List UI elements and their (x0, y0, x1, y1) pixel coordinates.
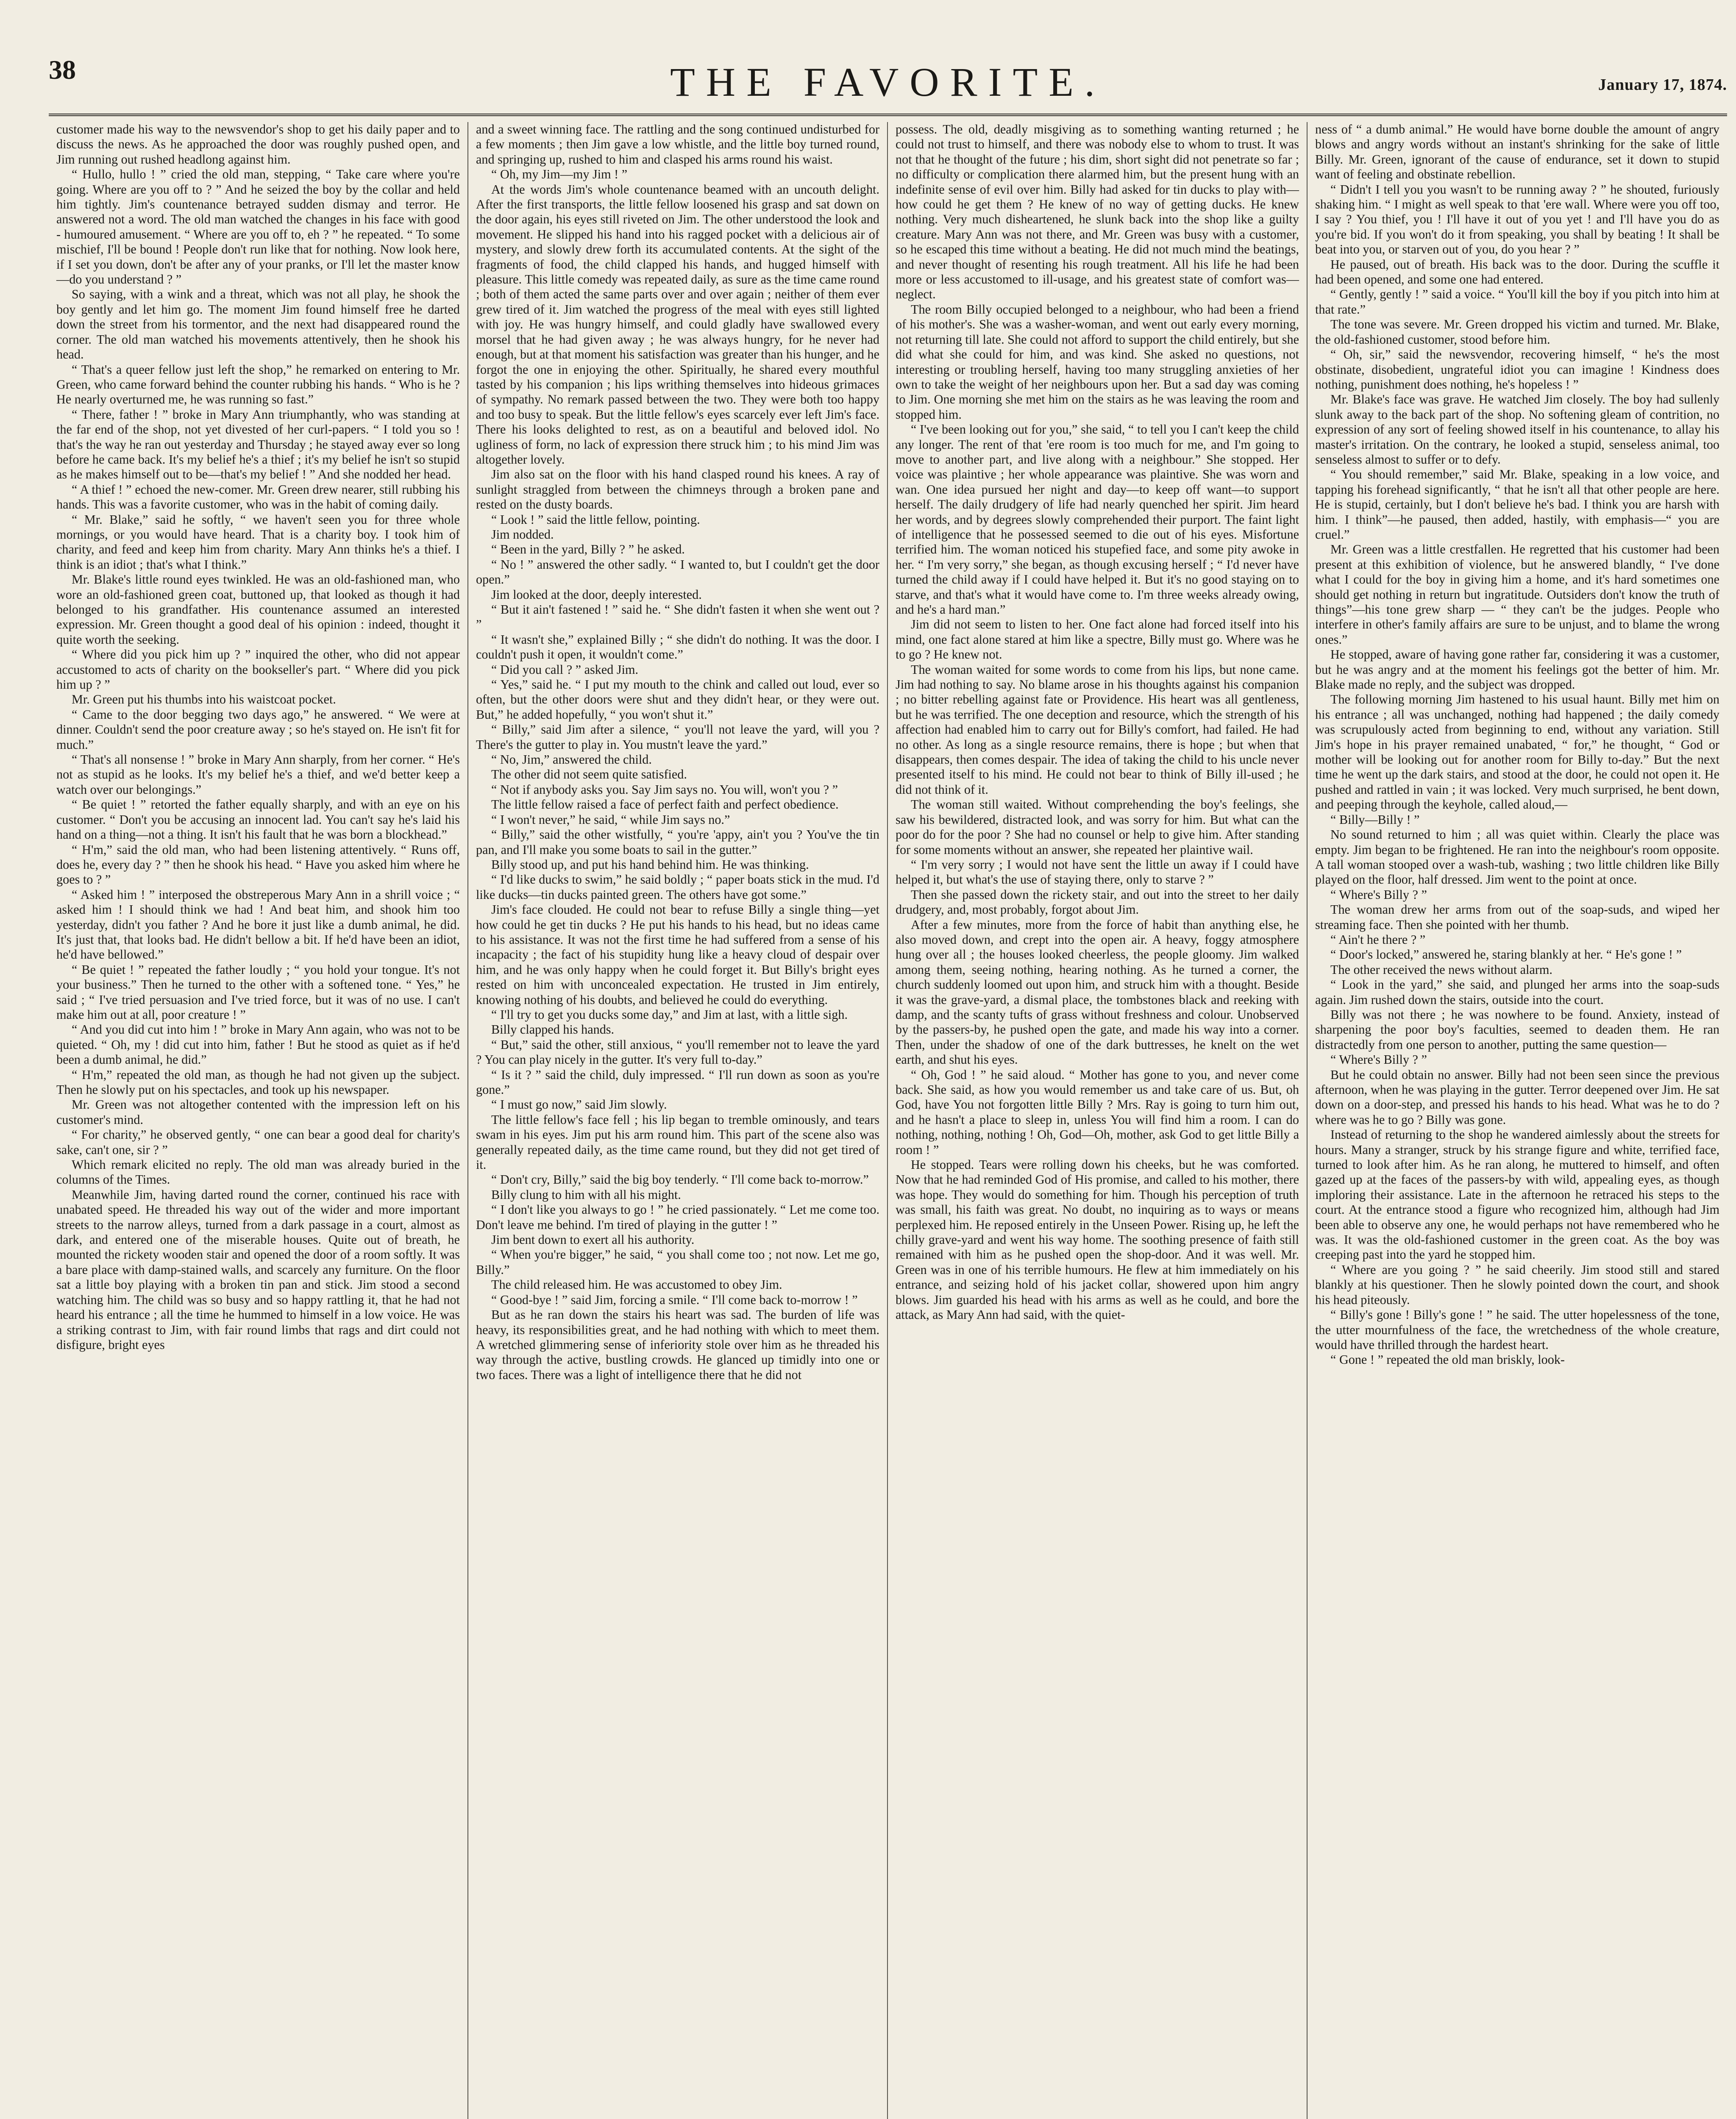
page-number: 38 (49, 55, 76, 85)
article-paragraph: “ Oh, my Jim—my Jim ! ” (491, 167, 628, 182)
article-paragraph: “ When you're bigger,” he said, “ you shall come too ; not now. Let me go, Billy.” (476, 1247, 879, 1277)
article-paragraph: “ Where's Billy ? ” (1330, 1052, 1427, 1067)
article-paragraph: “ Came to the door begging two days ago,” he answered. “ We were at dinner. Couldn't send the poor creature away ; so he's stayed on. He isn't fit for much.” (56, 707, 460, 752)
article-paragraph: “ A thief ! ” echoed the new-comer. Mr. Green drew nearer, still rubbing his hands. This was a favorite customer, who was in the habit of coming daily. (56, 482, 460, 512)
article-paragraph: “ Billy's gone ! Billy's gone ! ” he said. The utter hopelessness of the tone, the utter mournfulness of the face, the wretchedness of the whole creature, would have thrilled through the hardest heart. (1315, 1307, 1719, 1352)
article-paragraph: “ Door's locked,” answered he, staring blankly at her. “ He's gone ! ” (1330, 947, 1682, 962)
article-paragraph: “ Asked him ! ” interposed the obstreperous Mary Ann in a shrill voice ; “ asked him ! I should think we had ! And beat him, and shook him too yesterday, didn't you father ? And he bore it just like a dumb animal, he did. It's just that, that looks bad. He didn't bellow a bit. If he'd have been an idiot, he'd have bellowed.” (56, 887, 460, 962)
article-paragraph: The woman still waited. Without comprehending the boy's feelings, she saw his bewildered, distracted look, and was sorry for him. But what can the poor do for the poor ? She had no counsel or help to give him. After standing for some moments without an answer, she repeated her plaintive wail. (896, 797, 1299, 857)
article-paragraph: Jim bent down to exert all his authority. (491, 1232, 695, 1247)
article-paragraph: At the words Jim's whole countenance beamed with an uncouth delight. After the first transports, the little fellow loosened his grasp and sat down on the door again, his eyes still riveted on Jim. The other understood the look and movement. He slipped his hand into his ragged pocket with a delicious air of mystery, and slowly drew forth its accumulated contents. At the sight of the fragments of food, the child clapped his hands, and hugged himself with pleasure. This little comedy was repeated daily, as sure as the time came round ; both of them acted the same parts over and over again ; neither of them ever grew tired of it. Jim watched the progress of the meal with eyes still lighted with joy. He was hungry himself, and could gladly have swallowed every morsel that he had given away ; he was always hungry, for he never had enough, but at that moment his satisfaction was greater than his hunger, and he forgot the one in enjoying the other. Spiritually, he shared every mouthful tasted by his companion ; his lips writhing themselves into hideous grimaces of sympathy. No remark passed between the two. They were both too happy and too busy to speak. But the little fellow's eyes scarcely ever left Jim's face. There his looks delighted to rest, as on a beautiful and beloved idol. No ugliness of form, no lack of expression there struck him ; to his mind Jim was altogether lovely. (476, 182, 879, 467)
article-paragraph: “ Yes,” said he. “ I put my mouth to the chink and called out loud, ever so often, but the other doors were shut and they didn't hear, or they were out. But,” he added hopefully, “ you won't shut it.” (476, 677, 879, 722)
article-paragraph: “ That's all nonsense ! ” broke in Mary Ann sharply, from her corner. “ He's not as stupid as he looks. It's my belief he's a thief, and we'd better keep a watch over our belongings.” (56, 752, 460, 797)
article-paragraph: He stopped, aware of having gone rather far, considering it was a customer, but he was angry and at the moment his feelings got the better of him. Mr. Blake made no reply, and the subject was dropped. (1315, 647, 1719, 692)
article-paragraph: Billy stood up, and put his hand behind him. He was thinking. (491, 857, 809, 872)
article-paragraph: “ I'd like ducks to swim,” he said boldly ; “ paper boats stick in the mud. I'd like ducks—tin ducks painted green. The others have got some.” (476, 872, 879, 902)
article-paragraph: Mr. Blake's little round eyes twinkled. He was an old-fashioned man, who wore an old-fashioned green coat, buttoned up, that looked as though it had belonged to his grandfather. His countenance assumed an interested expression. Mr. Green thought a good deal of his opinion : indeed, thought it quite worth the seeking. (56, 572, 460, 647)
article-paragraph: and a sweet winning face. The rattling and the song continued undisturbed for a few moments ; then Jim gave a low whistle, and the little boy turned round, and springing up, rushed to him and clasped his arms round his waist. (476, 122, 879, 167)
article-paragraph: “ Don't cry, Billy,” said the big boy tenderly. “ I'll come back to-morrow.” (491, 1172, 869, 1187)
article-paragraph: “ I must go now,” said Jim slowly. (491, 1097, 667, 1112)
article-paragraph: Mr. Green put his thumbs into his waistcoat pocket. (72, 692, 336, 707)
article-paragraph: “ H'm,” repeated the old man, as though he had not given up the subject. Then he slowly put on his spectacles, and took up his newspaper. (56, 1067, 460, 1097)
newspaper-page (49, 50, 1727, 2119)
article-paragraph: Mr. Blake's face was grave. He watched Jim closely. The boy had sullenly slunk away to the back part of the shop. No softening gleam of contrition, no expression of any sort of feeling showed itself in his countenance, to allay his master's irritation. On the contrary, he looked a stupid, senseless animal, too senseless almost to suffer or to defy. (1315, 392, 1719, 467)
article-paragraph: So saying, with a wink and a threat, which was not all play, he shook the boy gently and let him go. The moment Jim found himself free he darted down the street from his tormentor, and the next had disappeared round the corner. The old man watched his movements attentively, then he shook his head. (56, 287, 460, 362)
article-paragraph: Jim did not seem to listen to her. One fact alone had forced itself into his mind, one fact alone stared at him like a spectre, Billy must go. Where was he to go ? He knew not. (896, 617, 1299, 662)
article-paragraph: The woman waited for some words to come from his lips, but none came. Jim had nothing to say. No blame arose in his thoughts against his companion ; no bitter rebelling against fate or Providence. His heart was all gentleness, but he was terrified. The one deception and resource, which the strength of his affection had enabled him to carry out for Billy's comfort, had failed. He had no other. As long as a single resource remains, there is hope ; but when that disappears, then comes despair. The idea of taking the child to his uncle never presented itself to his mind. He could not bear to think of Billy ill-used ; he did not think of it. (896, 662, 1299, 797)
article-paragraph: “ Did you call ? ” asked Jim. (491, 662, 639, 677)
article-paragraph: “ I won't never,” he said, “ while Jim says no.” (491, 812, 730, 827)
article-paragraph: The room Billy occupied belonged to a neighbour, who had been a friend of his mother's. She was a washer-woman, and went out early every morning, not returning till late. She could not afford to support the child entirely, but she did what she could for him, and was kind. She asked no questions, not interesting or troubling herself, having too many struggling anxieties of her own to take the weight of her neighbours upon her. But a sad day was coming to Jim. One morning she met him on the stairs as he was leaving the room and stopped him. (896, 302, 1299, 422)
article-paragraph: possess. The old, deadly misgiving as to something wanting returned ; he could not trust to himself, and there was nobody else to whom to trust. It was not that he thought of the future ; his dim, short sight did not penetrate so far ; no difficulty or complication there alarmed him, but the present hung with an indefinite sense of evil over him. Billy had asked for tin ducks to play with—how could he get them ? He knew of no way of getting ducks. He knew nothing. Very much disheartened, he slunk back into the shop like a guilty creature. Mary Ann was not there, and Mr. Green was busy with a customer, so he escaped this time without a beating. He did not much mind the beatings, and never thought of resenting his rough treatment. All his life he had been more or less accustomed to ill-usage, and his greatest state of comfort was—neglect. (896, 122, 1299, 302)
article-paragraph: “ Oh, sir,” said the newsvendor, recovering himself, “ he's the most obstinate, disobedient, ungrateful idiot you can imagine ! Kindness does nothing, punishment does nothing, he's hopeless ! ” (1315, 347, 1719, 392)
article-paragraph: “ There, father ! ” broke in Mary Ann triumphantly, who was standing at the far end of the shop, not yet divested of her curl-papers. “ I told you so ! that's the way he ran out yesterday and Thursday ; he stayed away ever so long before he came back. It's my belief he's a thief ; it's my belief he isn't so stupid as he makes himself out to be—that's my belief ! ” And she nodded her head. (56, 407, 460, 482)
article-paragraph: Jim also sat on the floor with his hand clasped round his knees. A ray of sunlight straggled from between the chimneys through a broken pane and rested on the dusty boards. (476, 467, 879, 512)
article-paragraph: Jim nodded. (491, 527, 554, 542)
article-paragraph: “ Where did you pick him up ? ” inquired the other, who did not appear accustomed to acts of charity on the bookseller's part. “ Where did you pick him up ? ” (56, 647, 460, 692)
article-paragraph: Billy was not there ; he was nowhere to be found. Anxiety, instead of sharpening the poor boy's faculties, seemed to deaden them. He ran distractedly from one person to another, putting the same question— (1315, 1007, 1719, 1052)
article-paragraph: But as he ran down the stairs his heart was sad. The burden of life was heavy, its responsibilities great, and he had nothing with which to meet them. A wretched glimmering sense of inferiority stole over him as he threaded his way through the active, bustling crowds. He glanced up timidly into one or two faces. There was a light of intelligence there that he did not (476, 1307, 879, 1382)
article-paragraph: “ That's a queer fellow just left the shop,” he remarked on entering to Mr. Green, who came forward behind the counter rubbing his hands. “ Who is he ? He nearly overturned me, he was running so fast.” (56, 362, 460, 407)
article-paragraph: “ Didn't I tell you you wasn't to be running away ? ” he shouted, furiously shaking him. “ I might as well speak to that 'ere wall. Where were you off too, I say ? You thief, you ! I'll have it out of you yet ! and I'll have you do as you're bid. If you won't do it from speaking, you shall by beating ! It shall be beat into you, or starven out of you, do you hear ? ” (1315, 182, 1719, 257)
article-paragraph: Billy clung to him with all his might. (491, 1187, 681, 1202)
article-paragraph: Mr. Green was not altogether contented with the impression left on his customer's mind. (56, 1097, 460, 1127)
article-paragraph: The other did not seem quite satisfied. (491, 767, 687, 782)
article-paragraph: “ Billy,” said Jim after a silence, “ you'll not leave the yard, will you ? There's the gutter to play in. You mustn't leave the yard.” (476, 722, 879, 752)
article-paragraph: Jim looked at the door, deeply interested. (491, 587, 702, 602)
article-paragraph: “ I don't like you always to go ! ” he cried passionately. “ Let me come too. Don't leave me behind. I'm tired of playing in the gutter ! ” (476, 1202, 879, 1232)
article-paragraph: Then she passed down the rickety stair, and out into the street to her daily drudgery, and, most probably, forgot about Jim. (896, 887, 1299, 917)
article-paragraph: “ Good-bye ! ” said Jim, forcing a smile. “ I'll come back to-morrow ! ” (491, 1292, 858, 1307)
column-1 (49, 122, 468, 2119)
issue-date: January 17, 1874. (1598, 76, 1727, 94)
article-paragraph: “ Be quiet ! ” repeated the father loudly ; “ you hold your tongue. It's not your business.” Then he turned to the other with a softened tone. “ Yes,” he said ; “ I've tried persuasion and I've tried force, but it was of no use. I can't make him out at all, poor creature ! ” (56, 962, 460, 1022)
column-4 (1308, 122, 1727, 2119)
article-paragraph: “ Look ! ” said the little fellow, pointing. (491, 512, 700, 527)
article-paragraph: Mr. Green was a little crestfallen. He regretted that his customer had been present at this exhibition of violence, but he answered blandly, “ I've done what I could for the boy in giving him a home, and it's hard sometimes one should get nothing in return but ingratitude. Outsiders don't know the truth of things”—his tone grew sharp — “ they can't be the judges. People who interfere in other's family affairs are sure to be unjust, and to blame the wrong ones.” (1315, 542, 1719, 647)
article-paragraph: “ Where's Billy ? ” (1330, 887, 1427, 902)
article-paragraph: He stopped. Tears were rolling down his cheeks, but he was comforted. Now that he had reminded God of His promise, and called to his mother, there was hope. They would do something for him. Though his perception of truth was small, his faith was great. No doubt, no inquiring as to ways or means perplexed him. He reposed entirely in the Unseen Power. Rising up, he left the chilly grave-yard and went his way home. The soothing presence of faith still remained with him as he pushed open the shop-door. And it was well. Mr. Green was in one of his terrible humours. He flew at him immediately on his entrance, and seizing hold of his jacket collar, showered upon him angry blows. Jim guarded his head with his arms as well as he could, and bore the attack, as Mary Ann had said, with the quiet- (896, 1157, 1299, 1322)
article-paragraph: “ Ain't he there ? ” (1330, 932, 1426, 947)
article-paragraph: “ Gone ! ” repeated the old man briskly, look- (1330, 1352, 1565, 1367)
article-paragraph: “ I'll try to get you ducks some day,” and Jim at last, with a little sigh. (491, 1007, 848, 1022)
article-paragraph: “ I'm very sorry ; I would not have sent the little un away if I could have helped it, but what's the use of staying there, only to starve ? ” (896, 857, 1299, 887)
article-paragraph: “ Gently, gently ! ” said a voice. “ You'll kill the boy if you pitch into him at that rate.” (1315, 287, 1719, 317)
article-paragraph: He paused, out of breath. His back was to the door. During the scuffle it had been opened, and some one had entered. (1315, 257, 1719, 287)
article-paragraph: “ But it ain't fastened ! ” said he. “ She didn't fasten it when she went out ? ” (476, 602, 879, 632)
article-columns (49, 122, 1727, 2119)
article-paragraph: No sound returned to him ; all was quiet within. Clearly the place was empty. Jim began to be frightened. He ran into the neighbour's room opposite. A tall woman stooped over a wash-tub, washing ; two little children like Billy played on the floor, half dressed. Jim went to the point at once. (1315, 827, 1719, 887)
article-paragraph: “ Look in the yard,” she said, and plunged her arms into the soap-suds again. Jim rushed down the stairs, outside into the court. (1315, 977, 1719, 1007)
article-paragraph: “ I've been looking out for you,” she said, “ to tell you I can't keep the child any longer. The rent of that 'ere room is too much for me, and I'm going to move to another part, and live along with a neighbour.” She stopped. Her voice was plaintive ; her whole appearance was plaintive. She was worn and wan. One idea pursued her night and day—to keep off want—to support herself. The daily drudgery of life had nearly quenched her spirit. Jim heard her words, and by degrees slowly comprehended their purport. The faint light of intelligence that he possessed seemed to die out of his eyes. Misfortune terrified him. The woman noticed his stupefied face, and some pity awoke in her. “ I'm very sorry,” she began, as though excusing herself ; “ I'd never have turned the child away if I could have helped it. But it's no good staying on to starve, and that's what it would have come to. I'm three weeks already owing, and he's a hard man.” (896, 422, 1299, 617)
article-paragraph: “ Billy,” said the other wistfully, “ you're 'appy, ain't you ? You've the tin pan, and I'll make you some boats to sail in the gutter.” (476, 827, 879, 857)
article-paragraph: Meanwhile Jim, having darted round the corner, continued his race with unabated speed. He threaded his way out of the wider and more important streets to the narrow alleys, turned from a dark passage in a court, almost as dark, and entered one of the miserable houses. Quite out of breath, he mounted the rickety wooden stair and opened the door of a room softly. It was a bare place with damp-stained walls, and scarcely any furniture. On the floor sat a little boy playing with a broken tin pan and stick. Jim stood a second watching him. The child was so busy and so happy rattling it, that he had not heard his entrance ; all the time he hummed to himself in a low voice. He was a striking contrast to Jim, with fair round limbs that rags and dirt could not disfigure, bright eyes (56, 1187, 460, 1352)
article-paragraph: Billy clapped his hands. (491, 1022, 615, 1037)
article-paragraph: The little fellow's face fell ; his lip began to tremble ominously, and tears swam in his eyes. Jim put his arm round him. This part of the scene also was generally repeated daily, as the time came round, but they did not get tired of it. (476, 1112, 879, 1172)
article-paragraph: Jim's face clouded. He could not bear to refuse Billy a single thing—yet how could he get tin ducks ? He put his hands to his head, but no ideas came to his assistance. It was not the first time he had suffered from a sense of his incapacity ; the fact of his stupidity hung like a heavy cloud of despair over him, and he was only happy when he could forget it. But Billy's bright eyes rested on him with unconcealed expectation. He trusted in Jim entirely, knowing nothing of his doubts, and believed he could do everything. (476, 902, 879, 1007)
article-paragraph: Instead of returning to the shop he wandered aimlessly about the streets for hours. Many a stranger, struck by his strange figure and white, terrified face, turned to look after him. As he ran along, he muttered to himself, and often gazed up at the faces of the passers-by with wild, appealing eyes, as though imploring their assistance. Late in the afternoon he retraced his steps to the court. At the entrance stood a figure who recognized him, although had Jim been able to observe any one, he would perhaps not have remembered who he was. It was the old-fashioned customer in the green coat. As the boy was creeping past into the yard he stopped him. (1315, 1127, 1719, 1262)
article-paragraph: “ And you did cut into him ! ” broke in Mary Ann again, who was not to be quieted. “ Oh, my ! did cut into him, father ! But he stood as quiet as if he'd been a dumb animal, he did.” (56, 1022, 460, 1067)
article-paragraph: “ It wasn't she,” explained Billy ; “ she didn't do nothing. It was the door. I couldn't push it open, it wouldn't come.” (476, 632, 879, 662)
article-paragraph: “ Not if anybody asks you. Say Jim says no. You will, won't you ? ” (491, 782, 838, 797)
article-paragraph: “ Billy—Billy ! ” (1330, 812, 1420, 827)
article-paragraph: customer made his way to the newsvendor's shop to get his daily paper and to discuss the news. As he approached the door was roughly pushed open, and Jim running out rushed headlong against him. (56, 122, 460, 167)
article-paragraph: The little fellow raised a face of perfect faith and perfect obedience. (491, 797, 839, 812)
article-paragraph: “ Hullo, hullo ! ” cried the old man, stepping, “ Take care where you're going. Where are you off to ? ” And he seized the boy by the collar and held him tightly. Jim's countenance betrayed sudden dismay and terror. He answered not a word. The old man watched the changes in his face with good - humoured amusement. “ Where are you off to, eh ? ” he repeated. “ To some mischief, I'll be bound ! People don't run like that for nothing. Now look here, if I set you down, don't be after any of your pranks, or I'll let the master know—do you understand ? ” (56, 167, 460, 287)
article-paragraph: “ No ! ” answered the other sadly. “ I wanted to, but I couldn't get the door open.” (476, 557, 879, 587)
column-2 (468, 122, 888, 2119)
article-paragraph: “ H'm,” said the old man, who had been listening attentively. “ Runs off, does he, every day ? ” then he shook his head. “ Have you asked him where he goes to ? ” (56, 842, 460, 887)
masthead (49, 50, 1727, 116)
article-paragraph: “ Is it ? ” said the child, duly impressed. “ I'll run down as soon as you're gone.” (476, 1067, 879, 1097)
article-paragraph: After a few minutes, more from the force of habit than anything else, he also moved down, and crept into the open air. A heavy, foggy atmosphere hung over all ; the houses looked cheerless, the people gloomy. Jim walked among them, seeing nothing, hearing nothing. As he turned a corner, the church suddenly loomed out upon him, and struck him with a thought. Beside it was the grave-yard, a dismal place, the tombstones black and reeking with damp, and the scanty tufts of grass without freshness and colour. Unobserved by the passers-by, he pushed open the gate, and made his way into a corner. Then, under the shadow of one of the dark buttresses, he knelt on the wet earth, and shut his eyes. (896, 917, 1299, 1067)
article-paragraph: The tone was severe. Mr. Green dropped his victim and turned. Mr. Blake, the old-fashioned customer, stood before him. (1315, 317, 1719, 347)
article-paragraph: Which remark elicited no reply. The old man was already buried in the columns of the Times. (56, 1157, 460, 1187)
article-paragraph: The child released him. He was accustomed to obey Jim. (491, 1277, 782, 1292)
article-paragraph: “ Mr. Blake,” said he softly, “ we haven't seen you for three whole mornings, or you would have heard. That is a charity boy. I took him of charity, and feed and keep him from charity. Mary Ann thinks he's a thief. I think is an idiot ; that's what I think.” (56, 512, 460, 572)
publication-title: THE FAVORITE. (670, 59, 1106, 105)
article-paragraph: “ But,” said the other, still anxious, “ you'll remember not to leave the yard ? You can play nicely in the gutter. It's very full to-day.” (476, 1037, 879, 1067)
article-paragraph: “ Be quiet ! ” retorted the father equally sharply, and with an eye on his customer. “ Don't you be accusing an innocent lad. You can't say he's laid his hand on a thing—not a thing. It isn't his fault that he was born a blockhead.” (56, 797, 460, 842)
article-paragraph: ness of “ a dumb animal.” He would have borne double the amount of angry blows and angry words without an instant's shrinking for the sake of little Billy. Mr. Green, ignorant of the cause of endurance, set it down to stupid want of feeling and obstinate rebellion. (1315, 122, 1719, 182)
column-3 (888, 122, 1308, 2119)
article-paragraph: But he could obtain no answer. Billy had not been seen since the previous afternoon, when he was playing in the gutter. Terror deepened over Jim. He sat down on a door-step, and pressed his hands to his head. What was he to do ? where was he to go ? Billy was gone. (1315, 1067, 1719, 1127)
article-paragraph: The woman drew her arms from out of the soap-suds, and wiped her streaming face. Then she pointed with her thumb. (1315, 902, 1719, 932)
article-paragraph: “ Oh, God ! ” he said aloud. “ Mother has gone to you, and never come back. She said, as how you would remember us and take care of us. But, oh God, have You not forgotten little Billy ? Mrs. Ray is going to turn him out, and he hasn't a place to sleep in, unless You will find him a room. I can do nothing, nothing, nothing ! Oh, God—Oh, mother, ask God to get little Billy a room ! ” (896, 1067, 1299, 1157)
article-paragraph: “ Been in the yard, Billy ? ” he asked. (491, 542, 685, 557)
article-paragraph: “ Where are you going ? ” he said cheerily. Jim stood still and stared blankly at his questioner. Then he slowly pointed down the court, and shook his head piteously. (1315, 1262, 1719, 1307)
article-paragraph: “ You should remember,” said Mr. Blake, speaking in a low voice, and tapping his forehead significantly, “ that he isn't all that other people are here. He is stupid, certainly, but I don't believe he's bad. I think you are harsh with him. I think”—he paused, then added, hastily, with emphasis—“ you are cruel.” (1315, 467, 1719, 542)
article-paragraph: The other received the news without alarm. (1330, 962, 1552, 977)
article-paragraph: “ No, Jim,” answered the child. (491, 752, 652, 767)
article-paragraph: “ For charity,” he observed gently, “ one can bear a good deal for charity's sake, can't one, sir ? ” (56, 1127, 460, 1157)
article-paragraph: The following morning Jim hastened to his usual haunt. Billy met him on his entrance ; all was unchanged, nothing had happened ; the daily comedy was scrupulously acted from beginning to end, without any variation. Still Jim's hope in his prayer remained unabated, “ for,” he thought, “ God or mother will be looking out for another room for Billy to-day.” But the next time he went up the dark stairs, and stood at the door, he could not open it. He pushed and rattled in vain ; it was locked. Very much surprised, he bent down, and peeping through the keyhole, called aloud,— (1315, 692, 1719, 812)
